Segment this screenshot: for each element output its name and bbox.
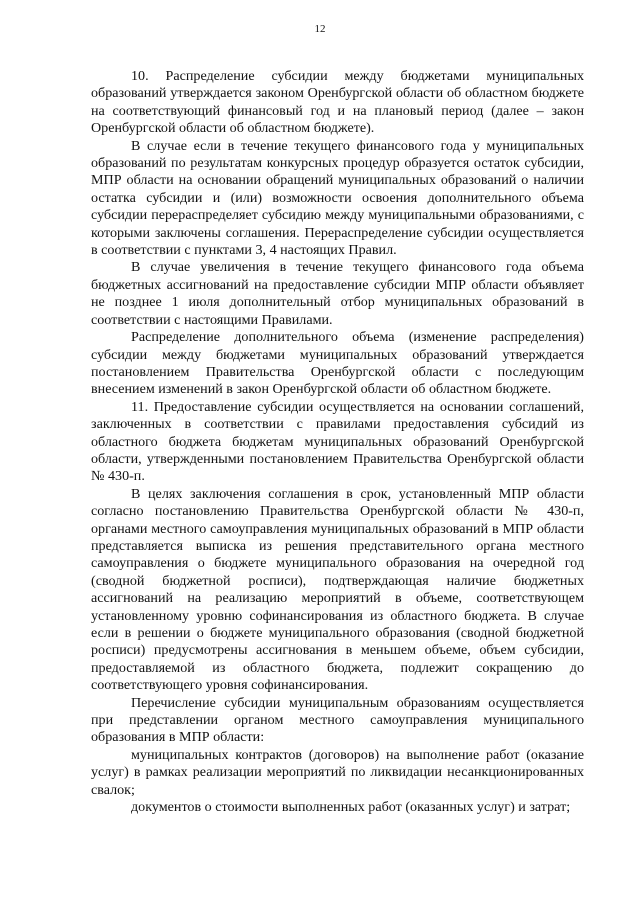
list-item-contracts: муниципальных контрактов (договоров) на выполнение работ (оказание услуг) в рамках реализации мероприятий по ликвидации несанкционированных свалок;	[91, 746, 584, 798]
paragraph-11-agreements: 11. Предоставление субсидии осуществляется на основании соглашений, заключенных в соответствии с правилами предоставления субсидий из областного бюджета бюджетам муниципальных образований Оренбургской области, утвержденными постановлением Правительства Оренбургской области № 430-п.	[91, 398, 584, 485]
paragraph-agreement-conclusion: В целях заключения соглашения в срок, установленный МПР области согласно постановлению Правительства Оренбургской области № 430-п, органами местного самоуправления муниципальных образований в МПР области представляется выписка из решения представительного органа местного самоуправления о бюджете муниципального образования на очередной год (сводной бюджетной росписи), подтверждающая наличие бюджетных ассигнований на реализацию мероприятий в объеме, соответствующем установленному уровню софинансирования из областного бюджета. В случае если в решении о бюджете муниципального образования (сводной бюджетной росписи) предусмотрены ассигнования в меньшем объеме, объем субсидии, предоставляемой из областного бюджета, подлежит сокращению до соответствующего уровня софинансирования.	[91, 485, 584, 694]
paragraph-subsidy-transfer: Перечисление субсидии муниципальным образованиям осуществляется при представлении органом местного самоуправления муниципального образования в МПР области:	[91, 694, 584, 746]
document-body	[91, 68, 584, 816]
paragraph-subsidy-remainder: В случае если в течение текущего финансового года у муниципальных образований по результатам конкурсных процедур образуется остаток субсидии, МПР области на основании обращений муниципальных образований о наличии остатка субсидии и (или) возможности освоения дополнительного объема субсидии перераспределяет субсидию между муниципальными образованиями, с которыми заключены соглашения. Перераспределение субсидии осуществляется в соответствии с пунктами 3, 4 настоящих Правил.	[91, 137, 584, 259]
paragraph-additional-distribution: Распределение дополнительного объема (изменение распределения) субсидии между бюджетами муниципальных образований утверждается постановлением Правительства Оренбургской области с последующим внесением изменений в закон Оренбургской области об областном бюджете.	[91, 329, 584, 398]
list-item-cost-documents: документов о стоимости выполненных работ (оказанных услуг) и затрат;	[131, 799, 571, 816]
page-number: 12	[314, 23, 326, 35]
paragraph-budget-increase: В случае увеличения в течение текущего финансового года объема бюджетных ассигнований на предоставление субсидии МПР области объявляет не позднее 1 июля дополнительный отбор муниципальных образований в соответствии с настоящими Правилами.	[91, 259, 584, 328]
paragraph-10-subsidy-distribution: 10. Распределение субсидии между бюджетами муниципальных образований утверждается законом Оренбургской области об областном бюджете на соответствующий финансовый год и на плановый период (далее – закон Оренбургской области об областном бюджете).	[91, 68, 584, 137]
